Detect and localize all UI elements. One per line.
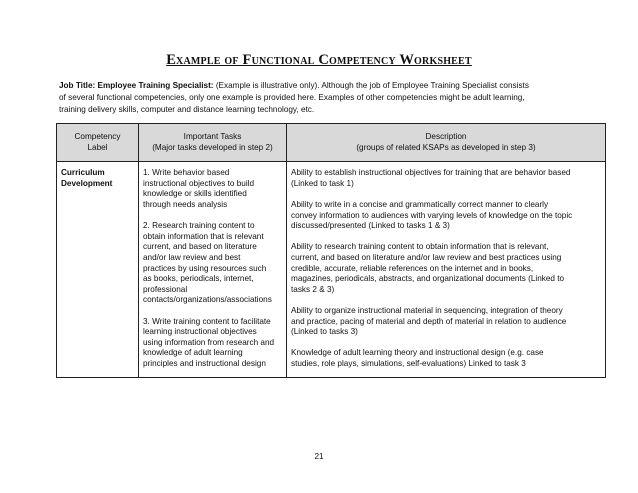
intro-text-line1: (Example is illustrative only). Although the job of Employee Training Specialist consists	[213, 81, 529, 90]
description-item	[291, 200, 601, 232]
task-item-line: using information from research and	[143, 337, 275, 347]
task-item-line: 2. Research training content to	[143, 221, 255, 231]
task-item-line: professional	[143, 284, 188, 294]
description-item-line: discussed/presented (Linked to tasks 1 & 3)	[291, 221, 450, 231]
task-item-line: and/or law review and best	[143, 252, 241, 262]
intro-paragraph	[59, 80, 589, 117]
description-item-line: Knowledge of adult learning theory and instructional design (e.g. case	[291, 348, 544, 358]
description-cell	[287, 162, 606, 378]
description-item-line: Ability to organize instructional material in sequencing, integration of theory	[291, 305, 563, 315]
description-item	[291, 168, 601, 189]
competency-label-cell: Curriculum Development	[57, 162, 139, 378]
task-item-line: obtain information that is relevant	[143, 231, 264, 241]
task-item-line: through needs analysis	[143, 199, 228, 209]
description-item-line: Ability to write in a concise and grammatically correct manner to clearly	[291, 199, 549, 209]
description-item-line: credible, accurate, reliable references on the internet and in books,	[291, 263, 534, 273]
header-important-tasks: Important Tasks (Major tasks developed in step 2)	[139, 124, 287, 162]
description-item-line: (Linked to task 1)	[291, 178, 354, 188]
description-item-line: Ability to establish instructional objectives for training that are behavior based	[291, 168, 571, 178]
task-item-line: 1. Write behavior based	[143, 168, 230, 178]
header-competency-label: Competency Label	[57, 124, 139, 162]
task-item-line: contacts/organizations/associations	[143, 295, 272, 305]
task-item	[143, 317, 282, 370]
task-item-line: 3. Write training content to facilitate	[143, 316, 271, 326]
task-item-line: principles and instructional design	[143, 358, 266, 368]
description-item	[291, 306, 601, 338]
tasks-cell	[139, 162, 287, 378]
description-item-line: tasks 2 & 3)	[291, 284, 335, 294]
description-item-line: magazines, periodicals, abstracts, and organizational documents (Linked to	[291, 274, 565, 284]
job-title-label: Job Title: Employee Training Specialist:	[59, 81, 214, 90]
table-row	[57, 162, 606, 378]
task-item-line: knowledge or skills identified	[143, 189, 247, 199]
intro-text-line3: training delivery skills, computer and distance learning technology, etc.	[59, 105, 315, 115]
page-number: 21	[314, 452, 324, 461]
description-item-line: studies, role plays, simulations, self-evaluations) Linked to task 3	[291, 358, 526, 368]
competency-table	[56, 123, 606, 378]
description-item-line: convey information to audiences with varying levels of knowledge on the topic	[291, 210, 573, 220]
task-item-line: practices by using resources such	[143, 263, 267, 273]
task-item	[143, 221, 282, 306]
intro-text-line2: of several functional competencies, only one example is provided here. Examples of other competencies might be adult learning,	[59, 93, 525, 103]
description-item-line: (Linked to tasks 3)	[291, 327, 358, 337]
task-item-line: current, and based on literature	[143, 242, 257, 252]
task-item-line: learning instructional objectives	[143, 327, 257, 337]
document-title: Example of Functional Competency Worksheet	[166, 52, 472, 68]
description-item	[291, 348, 601, 369]
header-description: Description (groups of related KSAPs as developed in step 3)	[287, 124, 606, 162]
task-item-line: instructional objectives to build	[143, 178, 255, 188]
description-item-line: current, and based on literature and/or law review and best practices using	[291, 252, 562, 262]
task-item-line: as books, periodicals, internet,	[143, 274, 254, 284]
description-item-line: Ability to research training content to obtain information that is relevant,	[291, 242, 549, 252]
table-header-row	[57, 124, 606, 162]
description-item-line: and practice, pacing of material and depth of material in relation to audience	[291, 316, 567, 326]
description-item	[291, 242, 601, 295]
task-item	[143, 168, 282, 210]
task-item-line: knowledge of adult learning	[143, 348, 243, 358]
